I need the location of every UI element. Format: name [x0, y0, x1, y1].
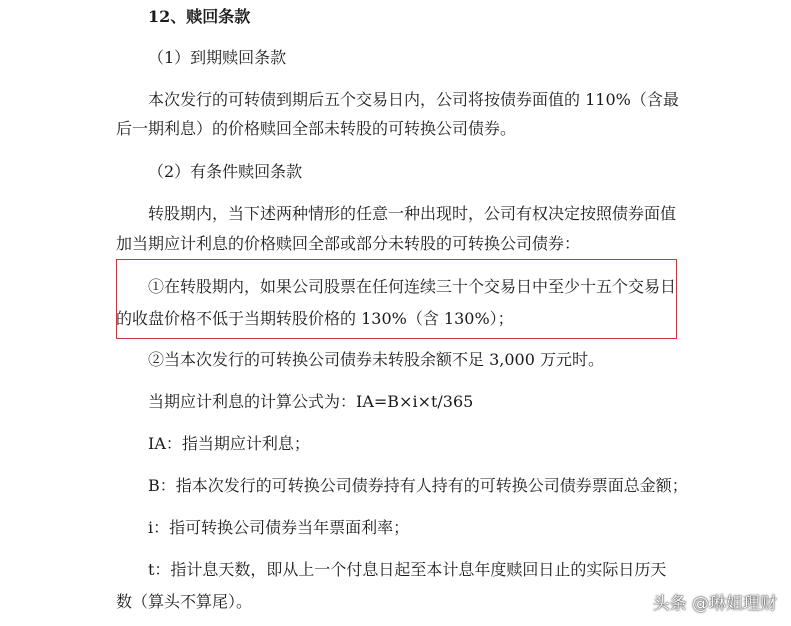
definition-ia: IA：指当期应计利息；	[148, 434, 310, 453]
paragraph-line: 转股期内，当下述两种情形的任意一种出现时，公司有权决定按照债券面值	[148, 204, 677, 223]
subsection-title-maturity-redemption: （1）到期赎回条款	[148, 48, 287, 67]
definition-t-line: t：指计息天数，即从上一个付息日起至本计息年度赎回日止的实际日历天	[148, 560, 667, 579]
definition-t-line: 数（算头不算尾）。	[116, 592, 253, 611]
condition-one-line: 的收盘价格不低于当期转股价格的 130%（含 130%）；	[116, 309, 514, 328]
definition-i: i：指可转换公司债券当年票面利率；	[148, 518, 410, 537]
condition-two: ②当本次发行的可转换公司债券未转股余额不足 3,000 万元时。	[148, 350, 604, 369]
paragraph-line: 加当期应计利息的价格赎回全部或部分未转股的可转换公司债券：	[116, 234, 581, 253]
watermark: 头条 @琳姐理财	[652, 594, 777, 614]
section-heading: 12、赎回条款	[148, 7, 251, 26]
condition-one-line: ①在转股期内，如果公司股票在任何连续三十个交易日中至少十五个交易日	[148, 277, 677, 296]
subsection-title-conditional-redemption: （2）有条件赎回条款	[148, 162, 303, 181]
paragraph-line: 后一期利息）的价格赎回全部未转股的可转换公司债券。	[116, 119, 517, 138]
paragraph-line: 本次发行的可转债到期后五个交易日内，公司将按债券面值的 110%（含最	[148, 90, 679, 109]
interest-formula: 当期应计利息的计算公式为：IA=B×i×t/365	[148, 392, 474, 411]
definition-b: B：指本次发行的可转换公司债券持有人持有的可转换公司债券票面总金额；	[148, 476, 688, 495]
